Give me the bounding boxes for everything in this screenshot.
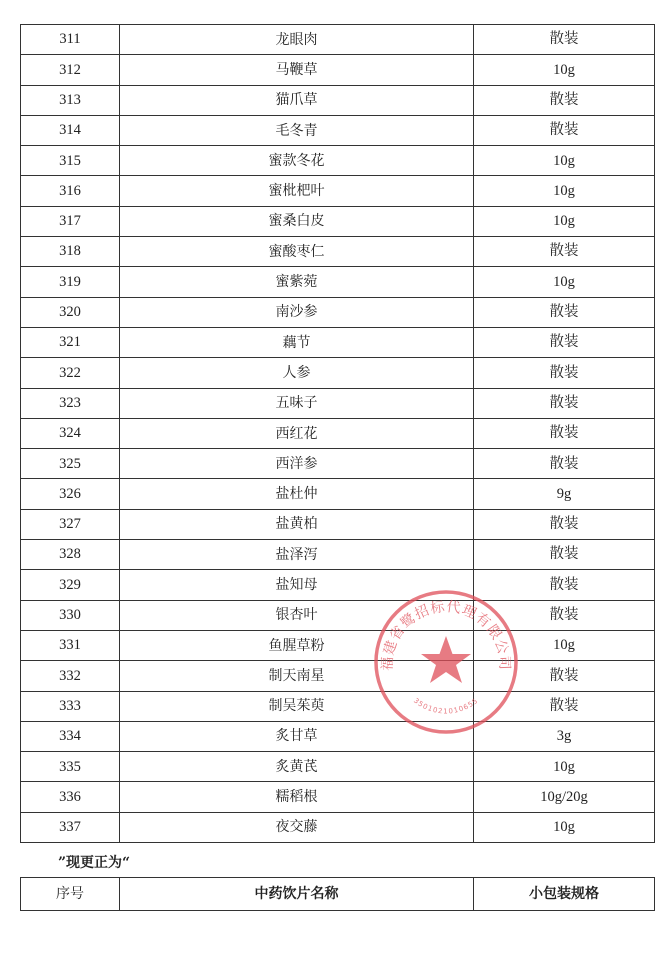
drug-list-body [21,25,655,843]
table-row [21,570,655,600]
package-spec-cell: 3g [474,721,655,751]
company-seal-stamp [372,588,520,736]
serial-number-cell: 330 [21,600,120,630]
drug-name-cell: 龙眼肉 [120,25,474,55]
package-spec-cell: 10g/20g [474,782,655,812]
drug-name-cell: 蜜紫菀 [120,267,474,297]
table-row [21,327,655,357]
serial-number-cell: 323 [21,388,120,418]
package-spec-cell: 散装 [474,570,655,600]
drug-name-cell: 盐黄柏 [120,509,474,539]
table-row [21,388,655,418]
seal-company-name: 福建省鹭招标代理有限公司 [379,599,513,672]
table-row [21,176,655,206]
package-spec-cell: 10g [474,630,655,660]
serial-number-cell: 331 [21,630,120,660]
drug-name-cell: 毛冬青 [120,115,474,145]
star-icon [421,636,471,683]
table-row [21,661,655,691]
table-row [21,85,655,115]
table-row [21,509,655,539]
drug-name-cell: 蜜枇杷叶 [120,176,474,206]
table-row [21,237,655,267]
table-row [21,55,655,85]
drug-name-cell: 糯稻根 [120,782,474,812]
serial-number-cell: 322 [21,358,120,388]
table-row [21,297,655,327]
package-spec-cell: 散装 [474,237,655,267]
corrected-table-header [20,877,655,911]
package-spec-cell: 散装 [474,388,655,418]
drug-name-cell: 南沙参 [120,297,474,327]
package-spec-cell: 散装 [474,661,655,691]
serial-number-cell: 324 [21,418,120,448]
serial-number-cell: 329 [21,570,120,600]
package-spec-cell: 散装 [474,600,655,630]
drug-name-cell: 五味子 [120,388,474,418]
serial-number-cell: 311 [21,25,120,55]
package-spec-cell: 9g [474,479,655,509]
package-spec-cell: 散装 [474,297,655,327]
table-row [21,752,655,782]
drug-name-cell: 西洋参 [120,449,474,479]
table-row [21,479,655,509]
serial-number-cell: 316 [21,176,120,206]
table-row [21,25,655,55]
serial-number-cell: 333 [21,691,120,721]
serial-number-cell: 327 [21,509,120,539]
serial-number-cell: 317 [21,206,120,236]
drug-name-cell: 猫爪草 [120,85,474,115]
package-spec-cell: 10g [474,206,655,236]
package-spec-cell: 散装 [474,327,655,357]
table-row [21,721,655,751]
package-spec-cell: 10g [474,176,655,206]
serial-number-cell: 335 [21,752,120,782]
package-spec-cell: 10g [474,812,655,842]
package-spec-cell: 10g [474,55,655,85]
drug-name-cell: 盐泽泻 [120,540,474,570]
drug-name-cell: 蜜酸枣仁 [120,237,474,267]
table-row [21,782,655,812]
serial-number-cell: 337 [21,812,120,842]
table-row [21,358,655,388]
drug-name-cell: 银杏叶 [120,600,474,630]
drug-name-cell: 西红花 [120,418,474,448]
drug-name-cell: 蜜款冬花 [120,146,474,176]
package-spec-cell: 散装 [474,540,655,570]
drug-name-cell: 制天南星 [120,661,474,691]
package-spec-cell: 散装 [474,449,655,479]
drug-name-cell: 夜交藤 [120,812,474,842]
drug-name-cell: 制吴茱萸 [120,691,474,721]
serial-number-cell: 321 [21,327,120,357]
serial-number-cell: 332 [21,661,120,691]
drug-name-cell: 炙甘草 [120,721,474,751]
table-row [21,691,655,721]
drug-name-cell: 马鞭草 [120,55,474,85]
drug-name-cell: 炙黄芪 [120,752,474,782]
table-row [21,418,655,448]
package-spec-cell: 散装 [474,115,655,145]
serial-number-cell: 336 [21,782,120,812]
serial-number-cell: 320 [21,297,120,327]
drug-list-table [20,24,655,843]
correction-note: ”现更正为“ [58,855,131,871]
package-spec-cell: 散装 [474,25,655,55]
serial-number-cell: 326 [21,479,120,509]
table-row [21,449,655,479]
package-spec-cell: 散装 [474,418,655,448]
header-row [21,878,655,911]
serial-number-cell: 318 [21,237,120,267]
serial-number-cell: 325 [21,449,120,479]
table-row [21,115,655,145]
package-spec-cell: 10g [474,752,655,782]
header-package-spec: 小包装规格 [474,878,655,911]
drug-name-cell: 盐杜仲 [120,479,474,509]
drug-name-cell: 蜜桑白皮 [120,206,474,236]
table-row [21,600,655,630]
serial-number-cell: 313 [21,85,120,115]
header-drug-name: 中药饮片名称 [120,878,474,911]
table-row [21,206,655,236]
drug-name-cell: 藕节 [120,327,474,357]
table-row [21,146,655,176]
svg-text:3501021010655 [412,697,480,716]
table-row [21,812,655,842]
drug-name-cell: 鱼腥草粉 [120,630,474,660]
serial-number-cell: 334 [21,721,120,751]
serial-number-cell: 314 [21,115,120,145]
seal-code: 3501021010655 [412,696,480,716]
package-spec-cell: 10g [474,267,655,297]
serial-number-cell: 319 [21,267,120,297]
table-row [21,267,655,297]
header-serial-number: 序号 [21,878,120,911]
serial-number-cell: 328 [21,540,120,570]
drug-name-cell: 盐知母 [120,570,474,600]
package-spec-cell: 散装 [474,85,655,115]
package-spec-cell: 散装 [474,358,655,388]
package-spec-cell: 散装 [474,509,655,539]
table-row [21,630,655,660]
serial-number-cell: 312 [21,55,120,85]
package-spec-cell: 10g [474,146,655,176]
drug-name-cell: 人参 [120,358,474,388]
package-spec-cell: 散装 [474,691,655,721]
table-row [21,540,655,570]
serial-number-cell: 315 [21,146,120,176]
